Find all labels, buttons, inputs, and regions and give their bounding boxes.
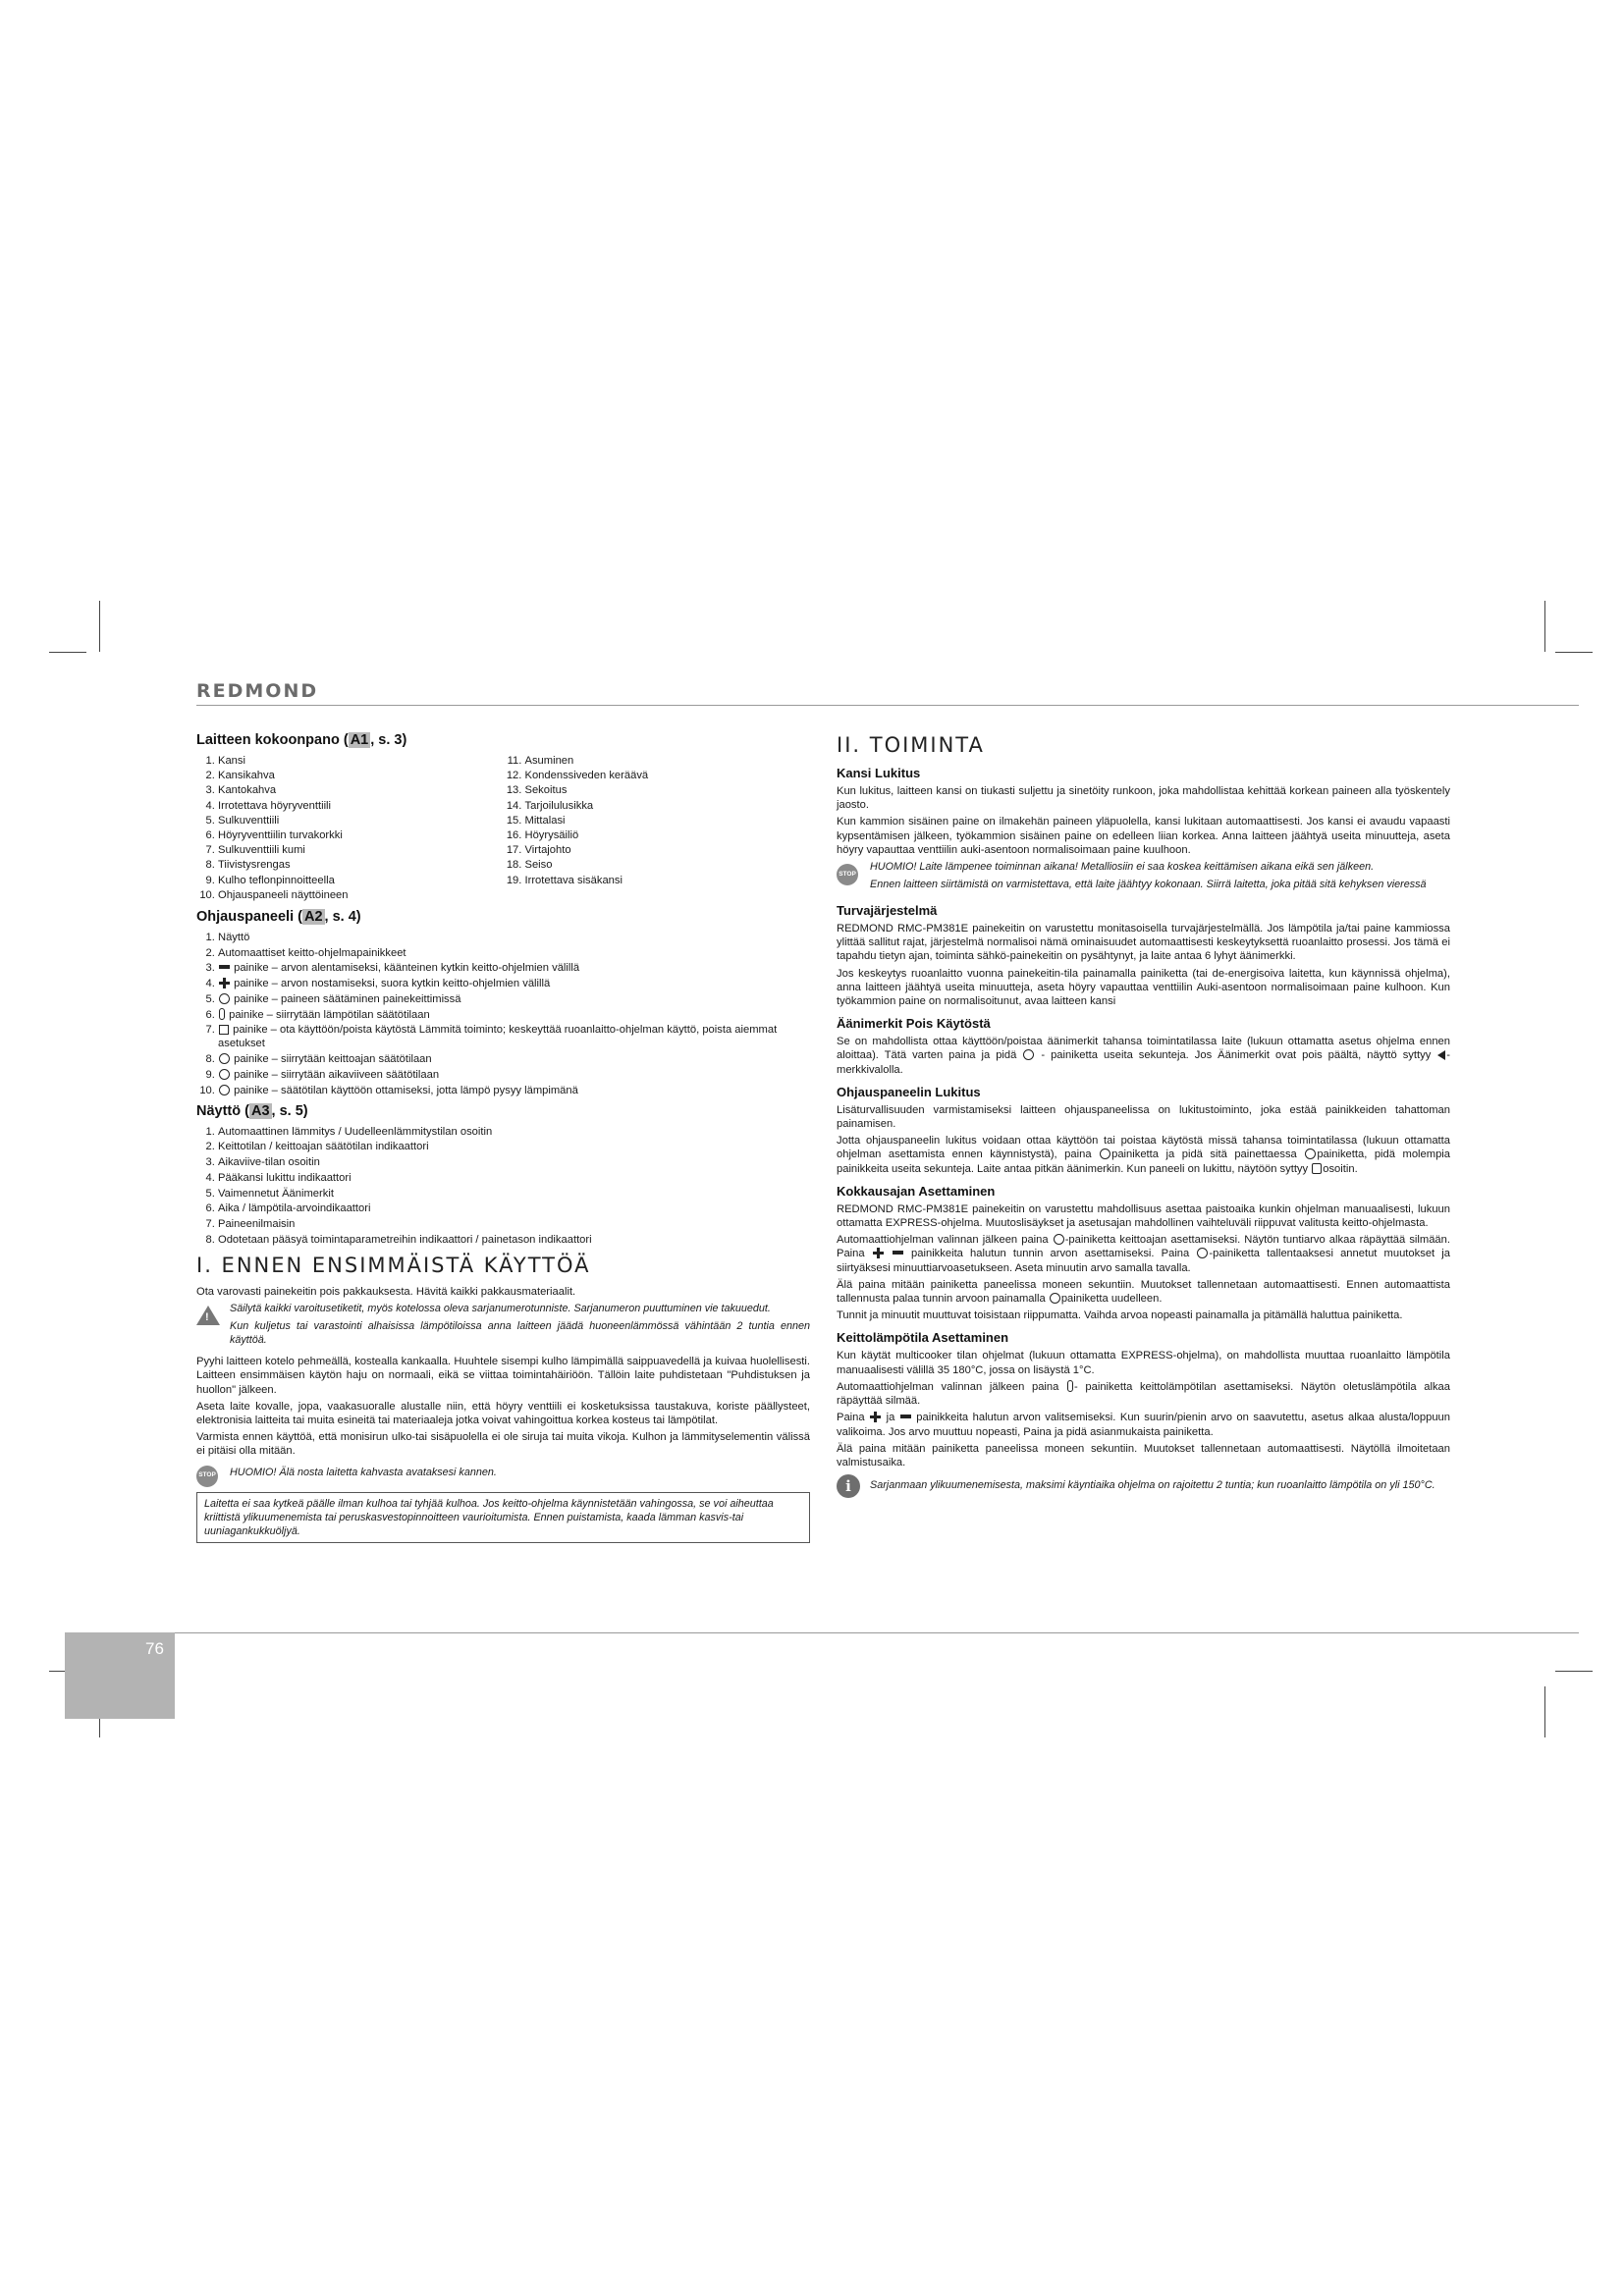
part-item: 15. Mittalasi: [525, 814, 811, 828]
panel-item: 10. painike – säätötilan käyttöön ottamiseksi, jotta lämpö pysyy lämpimänä: [218, 1084, 810, 1097]
clock-button-icon: [1054, 1234, 1064, 1245]
timer-icon: [219, 1069, 230, 1080]
part-item: 14. Tarjoilulusikka: [525, 799, 811, 813]
part-item: 16. Höyrysäiliö: [525, 828, 811, 842]
part-item: 1. Kansi: [218, 754, 504, 768]
warning-triangle-icon: [196, 1306, 220, 1325]
figure-ref: A1: [350, 732, 369, 748]
part-item: 18. Seiso: [525, 858, 811, 872]
stop-note-text: Ennen laitteen siirtämistä on varmistettava, että laite jäähtyy kokonaan. Siirrä laitetta, joka pitää sitä kehyksen vieressä: [870, 879, 1427, 891]
subheading: Kansi Lukitus: [837, 766, 921, 780]
assembly-heading: Laitteen kokoonpano ( A1 , s. 3): [196, 732, 407, 748]
paragraph: Lisäturvallisuuden varmistamiseksi laitteen ohjauspaneelissa on lukitustoiminto, joka estää painikkeiden tahattoman painamisen.: [837, 1103, 1450, 1131]
page-number-box: [65, 1632, 175, 1719]
panel-heading: Ohjauspaneeli ( A2 , s. 4): [196, 909, 361, 926]
panel-item: 8. painike – siirrytään keittoajan säätötilaan: [218, 1052, 810, 1066]
info-note-text: Sarjanmaan ylikuumenemisesta, maksimi käyntiaika ohjelma on rajoitettu 2 tuntia; kun ruoanlaitto lämpötila on yli 150°C.: [870, 1479, 1435, 1492]
right-column: [837, 726, 1450, 1502]
part-item: 6. Höyryventtiilin turvakorkki: [218, 828, 504, 842]
part-item: 13. Sekoitus: [525, 783, 811, 797]
paragraph: Aseta laite kovalle, jopa, vaakasuoralle alustalle niin, että höyry venttiili ei kosketuksissa taustakuva, koriste päällysteet, elektronisia laitteita tai muita esineitä tai materiaaleja jotka voivat vahingoittua korkea kosteus tai lämpötilat.: [196, 1400, 810, 1426]
paragraph: Pyyhi laitteen kotelo pehmeällä, kostealla kankaalla. Huuhtele sisempi kulho lämpimällä saippuavedellä ja kuivaa huolellisesti. Laitteen ensimmäisen käytön haju on normaali, eikä se viittaa toimintahäiriöön. Tällöin laite puhdistetaan "Puhdistuksen ja huollon" jälkeen.: [196, 1356, 810, 1396]
part-item: 12. Kondenssiveden keräävä: [525, 769, 811, 782]
panel-item: 4. painike – arvon nostamiseksi, suora kytkin keitto-ohjelmien välillä: [218, 977, 810, 990]
display-item: 2. Keittotilan / keittoajan säätötilan indikaattori: [218, 1140, 810, 1153]
part-item: 19. Irrotettava sisäkansi: [525, 874, 811, 887]
crop-mark: [1544, 601, 1545, 652]
part-item: 9. Kulho teflonpinnoitteella: [218, 874, 504, 887]
minus-icon: [219, 965, 230, 969]
left-column: [196, 726, 810, 1543]
parts-list: [196, 754, 810, 903]
stop-note: [837, 860, 1450, 895]
minus-icon: [900, 1415, 911, 1418]
crop-mark: [99, 601, 100, 652]
reheat-icon: [219, 1025, 229, 1035]
boxed-note: Laitetta ei saa kytkeä päälle ilman kulhoa tai tyhjää kulhoa. Jos keitto-ohjelma käynnistetään vahingossa, se voi aiheuttaa kriittistä ylikuumenemista tai peruskasvestopinnoitteen vaurioitumista. Ennen puistamista, kaada lämman kasvis-tai uuniagankukkuöljyä.: [196, 1492, 810, 1543]
brand-logo: REDMOND: [196, 680, 319, 702]
part-item: 7. Sulkuventtiili kumi: [218, 843, 504, 857]
warning-text: Kun kuljetus tai varastointi alhaisissa lämpötiloissa anna laitteen jäädä huoneenlämmössä vähintään 2 tuntia ennen käyttöä.: [230, 1320, 810, 1347]
subheading: Turvajärjestelmä: [837, 903, 938, 919]
paragraph: REDMOND RMC-PM381E painekeitin on varustettu mahdollisuus asettaa paistoaika kunkin ohjelman manuaalisesti, lukuun ottamatta EXPRESS-ohjelma. Muutoslisäykset ja asetusajan mahdollinen vaihteluväli riippuvat valitusta keitto-ohjelmasta.: [837, 1202, 1450, 1230]
display-item: 3. Aikaviive-tilan osoitin: [218, 1155, 810, 1169]
clock-button-icon: [1050, 1293, 1060, 1304]
stop-icon: STOP: [837, 864, 858, 885]
display-item: 6. Aika / lämpötila-arvoindikaattori: [218, 1201, 810, 1215]
subheading: Äänimerkit Pois Käytöstä: [837, 1016, 991, 1032]
paragraph: Automaattiohjelman valinnan jälkeen paina - painiketta keittolämpötilan asettamiseksi. Näytön oletuslämpötila alkaa räpäyttää silmää.: [837, 1380, 1450, 1408]
keep-warm-icon: [219, 1085, 230, 1095]
section-title-operation: II. TOIMINTA: [837, 733, 985, 757]
part-item: 5. Sulkuventtiili: [218, 814, 504, 828]
lock-icon: [1312, 1163, 1322, 1174]
paragraph: Varmista ennen käyttöä, että monisirun ulko-tai sisäpuolella ei ole siruja tai muita vikoja. Kulhon ja lämmityselementin välissä ei pitäisi olla mitään.: [196, 1431, 810, 1458]
stop-note: [196, 1462, 810, 1487]
display-item: 8. Odotetaan pääsyä toimintaparametreihin indikaattori / painetason indikaattori: [218, 1233, 810, 1247]
figure-ref: A2: [303, 909, 323, 926]
parts-list-col2: [504, 754, 811, 903]
panel-item: 6. painike – siirrytään lämpötilan säätötilaan: [218, 1008, 810, 1022]
stop-note-text: HUOMIO! Älä nosta laitetta kahvasta avataksesi kannen.: [230, 1466, 497, 1478]
paragraph: Tunnit ja minuutit muuttuvat toisistaan riippumatta. Vaihda arvoa nopeasti painamalla ja pitämällä haluttua painiketta.: [837, 1309, 1403, 1322]
paragraph: Älä paina mitään painiketta paneelissa moneen sekuntiin. Muutokset tallennetaan automaattisesti. Ennen automaattista tallennusta palaa tunnin arvoon painamalla painiketta uudelleen.: [837, 1278, 1450, 1306]
paragraph: Ota varovasti painekeitin pois pakkauksesta. Hävitä kaikki pakkausmateriaalit.: [196, 1285, 576, 1298]
panel-item: 3. painike – arvon alentamiseksi, käänteinen kytkin keitto-ohjelmien välillä: [218, 961, 810, 975]
part-item: 17. Virtajohto: [525, 843, 811, 857]
parts-list-col1: [196, 754, 504, 903]
footer-rule: [65, 1632, 1579, 1633]
clock-icon: [219, 1053, 230, 1064]
info-note: [837, 1472, 1450, 1498]
panel-item: 9. painike – siirrytään aikaviiveen säätötilaan: [218, 1068, 810, 1082]
paragraph: Jos keskeytys ruoanlaitto vuonna painekeitin-tila painamalla painiketta (tai de-energisoiva laitetta, kun käynnissä ohjelma), anna laitteen jäähtyä useita minuutteja, aseta höyry vapauttaa venttiilin Auki-asentoon normalisoimaan paine kulhoon. Kun työkammion paine on normalisoitunut, avaa laitteen kansi: [837, 967, 1450, 1008]
warning-note: [196, 1302, 810, 1351]
plus-icon: [870, 1412, 881, 1422]
paragraph: Kun käytät multicooker tilan ohjelmat (lukuun ottamatta EXPRESS-ohjelma), on mahdollista muuttaa ruoanlaitto lämpötila manuaalisesti välillä 35 180°C, jossa on lisäystä 1°C.: [837, 1350, 1450, 1376]
section-title-before-use: I. ENNEN ENSIMMÄISTÄ KÄYTTÖÄ: [196, 1253, 591, 1277]
pressure-icon: [219, 993, 230, 1004]
thermometer-icon: [1067, 1380, 1073, 1392]
paragraph: Älä paina mitään painiketta paneelissa moneen sekuntiin. Muutokset tallennetaan automaattisesti. Näytöllä ilmoitetaan valmistusaika.: [837, 1442, 1450, 1468]
panel-item: 1. Näyttö: [218, 931, 810, 944]
paragraph: Jotta ohjauspaneelin lukitus voidaan ottaa käyttöön tai poistaa käytöstä missä tahansa toimintatilassa (lukuun ottamatta ohjelman asettamista ennen käynnistystä), paina painiketta ja pidä sitä painettaessa painiketta, pidä molempia painikkeita useita sekunteja. Laite antaa pitkän äänimerkin. Kun paneeli on lukittu, näytöön syttyy osoitin.: [837, 1135, 1450, 1175]
crop-mark: [1555, 1671, 1593, 1672]
paragraph: Paina ja painikkeita halutun arvon valitsemiseksi. Kun suurin/pienin arvo on saavutettu, asetus alkaa alusta/loppuun valikoima. Jos arvo muuttuu nopeasti, Paina ja pidä asianmukaista painiketta.: [837, 1412, 1451, 1438]
stop-icon: STOP: [196, 1466, 218, 1487]
clock-button-icon: [1100, 1148, 1110, 1159]
part-item: 3. Kantokahva: [218, 783, 504, 797]
subheading: Kokkausajan Asettaminen: [837, 1183, 996, 1199]
part-item: 8. Tiivistysrengas: [218, 858, 504, 872]
part-item: 2. Kansikahva: [218, 769, 504, 782]
display-item: 7. Paineenilmaisin: [218, 1217, 810, 1231]
paragraph: Automaattiohjelman valinnan jälkeen paina -painiketta keittoajan asettamiseksi. Näytön tuntiarvo alkaa räpäyttää silmään. Paina painikkeita halutun tunnin arvon asettamiseksi. Paina -painiketta tallentaaksesi annetut muutokset ja siirtyäksesi minuuttiarvoasetukseen. Aseta minuutin arvo samalla tavalla.: [837, 1234, 1451, 1274]
paragraph: Se on mahdollista ottaa käyttöön/poistaa äänimerkit tahansa toimintatilassa laite (lukuun ottamatta asetus ohjelma ennen aloittaa). Tätä varten paina ja pidä - painiketta useita sekunteja. Jos Äänimerkit ovat pois päältä, näyttö syttyy -merkkivalolla.: [837, 1036, 1451, 1076]
subheading: Ohjauspaneelin Lukitus: [837, 1084, 981, 1099]
info-icon: i: [837, 1474, 860, 1498]
paragraph: REDMOND RMC-PM381E painekeitin on varustettu monitasoisella turvajärjestelmällä. Jos lämpötila ja/tai paine kammiossa ylittää sallitut rajat, järjestelmä normalisoi nämä ominaisuudet automaattisesti keskeytyksettä ruoanlaitto prosessi. Jos tämä ei tapahdu tietyn ajan, toiminta sähkö-painekeitin on pysähtynyt, ja laite antaa 6 lyhyt äänimerkki.: [837, 923, 1450, 963]
part-item: 4. Irrotettava höyryventtiili: [218, 799, 504, 813]
paragraph: Kun lukitus, laitteen kansi on tiukasti suljettu ja sinetöity runkoon, joka mahdollistaa kehittää korkean paineen alla työskentely jaosto.: [837, 785, 1450, 812]
warning-text: Säilytä kaikki varoitusetiketit, myös kotelossa oleva sarjanumerotunniste. Sarjanumeron puuttuminen vie takuuedut.: [230, 1303, 771, 1315]
stop-note-text: HUOMIO! Laite lämpenee toiminnan aikana! Metalliosiin ei saa koskea keittämisen aikana eikä sen jälkeen.: [870, 861, 1375, 874]
panel-item: 5. painike – paineen säätäminen painekeittimissä: [218, 992, 810, 1006]
subheading: Keittolämpötila Asettaminen: [837, 1330, 1009, 1346]
panel-item: 7. painike – ota käyttöön/poista käytöstä Lämmitä toiminto; keskeyttää ruoanlaitto-ohjelman käyttö, poista aiemmat asetukset: [218, 1023, 810, 1050]
panel-item: 2. Automaattiset keitto-ohjelmapainikkeet: [218, 946, 810, 960]
sound-off-icon: [1437, 1050, 1445, 1060]
minus-icon: [893, 1251, 903, 1255]
part-item: 11. Asuminen: [525, 754, 811, 768]
crop-mark: [1555, 652, 1593, 653]
display-heading: Näyttö ( A3 , s. 5): [196, 1102, 308, 1119]
page-number: 76: [145, 1639, 164, 1658]
plus-icon: [219, 978, 230, 988]
figure-ref: A3: [250, 1102, 270, 1119]
clock-button-icon: [1197, 1248, 1208, 1258]
display-item: 5. Vaimennetut Äänimerkit: [218, 1187, 810, 1201]
display-item: 4. Pääkansi lukittu indikaattori: [218, 1171, 810, 1185]
crop-mark: [49, 652, 86, 653]
clock-button-icon: [1305, 1148, 1316, 1159]
plus-icon: [873, 1248, 884, 1258]
part-item: 10. Ohjauspaneeli näyttöineen: [218, 888, 504, 902]
display-indicator-list: [196, 1125, 810, 1247]
sound-button-icon: [1023, 1049, 1034, 1060]
paragraph: Kun kammion sisäinen paine on ilmakehän paineen yläpuolella, kansi lukitaan automaattisesti. Jos kansi ei avaudu vapaasti kypsentämisen jälkeen, työkammion sisäinen paine on edelleen liian korkea. Anna laitteen jäähtyä useita minuutteja, aseta höyry vapauttaa venttiilin auki-asentoon normalisoimaan paine kuulhoon.: [837, 816, 1450, 856]
header-rule: [196, 705, 1579, 706]
thermometer-icon: [219, 1008, 225, 1020]
crop-mark: [1544, 1686, 1545, 1737]
control-panel-list: [196, 931, 810, 1097]
display-item: 1. Automaattinen lämmitys / Uudelleenlämmitystilan osoitin: [218, 1125, 810, 1139]
